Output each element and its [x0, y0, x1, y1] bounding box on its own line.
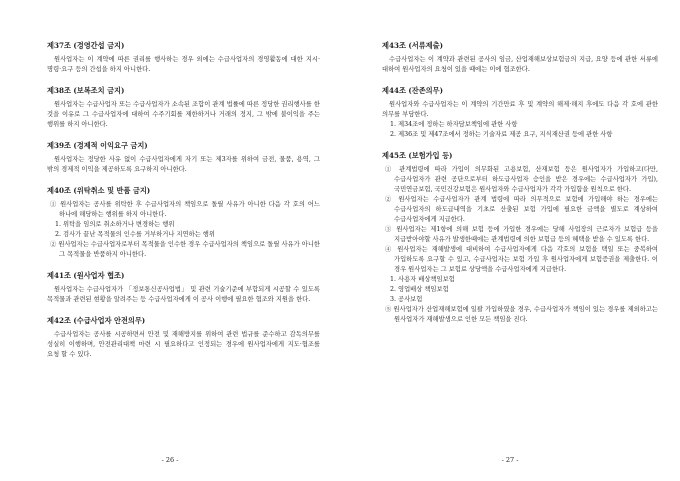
article-clause: ④ 원사업자는 재해발생에 대비하여 수급사업자에게 다음 각호의 보험을 택일 또는 중복하여 가입하도록 요구할 수 있고, 수급사업자는 보험 가입 후 원사업자에게 보험증권을 제출한다. 이 경우 원사업자는 그 보험료 상당액을 수급사업자에게 지급한다. — [385, 246, 658, 273]
article-43 — [382, 41, 658, 75]
article-40 — [47, 186, 320, 260]
article-subitem: 2. 제36조 및 제47조에서 정하는 기술자료 제공 요구, 지식재산권 등에 관한 사항 — [390, 131, 613, 138]
right-page — [340, 0, 680, 481]
article-clause: ⑤ 원사업자가 산업재해보험에 일괄 가입하였을 경우, 수급사업자가 책임이 있는 경우를 제외하고는 원사업자가 재해발생으로 인한 모든 책임을 진다. — [385, 306, 658, 323]
article-title: 제43조 (서류제출) — [382, 41, 443, 50]
article-clause: ① 관계법령에 따라 가입이 의무화된 고용보험, 산재보험 등은 원사업자가 가입하고(다만, 수급사업자가 관련 공단으로부터 하도급사업자 승인을 받은 경우에는 수급사업자가 가입), 국민연금보험, 국민건강보험은 원사업자와 수급사업자가 각각 가입함을 원칙으로 한다. — [385, 166, 658, 193]
article-subitem: 1. 위탁을 임의로 취소하거나 변경하는 행위 — [55, 221, 175, 228]
article-title: 제42조 (수급사업자 안전의무) — [47, 316, 146, 325]
article-title: 제44조 (잔존의무) — [382, 86, 443, 95]
article-clause: ① 원사업자는 공사를 위탁한 후 수급사업자의 책임으로 돌릴 사유가 아니한 다음 각 호의 어느 하나에 해당하는 행위를 하지 아니한다. — [50, 201, 320, 218]
article-clause: ② 원사업자는 수급사업자로부터 목적물을 인수한 경우 수급사업자의 책임으로 돌릴 사유가 아니한 그 목적물을 반품하지 아니한다. — [50, 241, 320, 258]
article-text: 수급사업자는 이 계약과 관련된 공사의 임금, 산업재해보상보험금의 지급, 요양 등에 관한 서류에 대하여 원사업자의 요청이 있을 때에는 이에 협조한다. — [382, 56, 658, 73]
article-38 — [47, 86, 320, 130]
article-39 — [47, 141, 320, 175]
article-title: 제40조 (위탁취소 및 반품 금지) — [47, 186, 151, 195]
article-subitem: 1. 사용자 배상책임보험 — [390, 276, 455, 283]
article-text: 원사업자는 수급사업자 또는 수급사업자가 소속된 조합이 관계 법률에 따른 정당한 권리행사를 한 것을 이유로 그 수급사업자에 대하여 수주기회를 제한하거나 거래의 정지, 그 밖에 불이익을 주는 행위를 하지 아니한다. — [47, 101, 320, 128]
article-title: 제39조 (경제적 이익요구 금지) — [47, 141, 148, 150]
article-text: 원사업자는 정당한 사유 없이 수급사업자에게 자기 또는 제3자를 위하여 금전, 물품, 용역, 그 밖의 경제적 이익을 제공하도록 요구하지 아니한다. — [47, 156, 320, 173]
article-text: 원사업자와 수급사업자는 이 계약의 기간만료 후 및 계약의 해제·해지 후에도 다음 각 호에 관한 의무를 부담한다. — [382, 101, 658, 118]
article-title: 제41조 (원사업자 협조) — [47, 271, 125, 280]
article-subitem: 3. 공사보험 — [390, 296, 423, 303]
article-subitem: 2. 영업배상 책임보험 — [390, 286, 449, 293]
article-text: 원사업자는 이 계약에 따른 권리를 행사하는 경우 외에는 수급사업자의 경영활동에 대한 지시·명령·요구 등의 간섭을 하지 아니한다. — [47, 56, 320, 73]
article-subitem: 1. 제34조에 정하는 하자담보책임에 관한 사항 — [390, 121, 518, 128]
article-title: 제37조 (경영간섭 금지) — [47, 41, 125, 50]
article-title: 제45조 (보험가입 등) — [382, 151, 453, 160]
page-number-right: - 27 - — [501, 456, 519, 464]
page-number-left: - 26 - — [161, 456, 179, 464]
article-37 — [47, 41, 320, 75]
article-clause: ② 원사업자는 수급사업자가 관계 법령에 따라 의무적으로 보험에 가입해야 하는 경우에는 수급사업자의 하도급내역을 기초로 산출된 보험 가입에 필요한 금액을 별도로 계상하여 수급사업자에게 지급한다. — [385, 196, 658, 223]
article-clause: ③ 원사업자는 제1항에 의해 보험 등에 가입한 경우에는 당해 사업장의 근로자가 보험급 등을 지급받아야할 사유가 발생한때에는 관계법령에 의한 보험급 등의 혜택을 받을 수 있도록 한다. — [385, 226, 658, 243]
article-text: 원사업자는 수급사업자가 「정보통신공사업법」 및 관련 기술기준에 부합되게 시공할 수 있도록 목적물과 관련된 현황을 알려주는 등 수급사업자에게 이 공사 이행에 필요한 협조와 지원을 한다. — [47, 286, 320, 303]
article-42 — [47, 316, 320, 360]
article-45 — [382, 151, 658, 325]
article-text: 수급사업자는 공사를 시공하면서 안전 및 재해방지를 위하여 관련 법규를 준수하고 감독의무를 성실히 이행하며, 안전관리대책 마련 시 필요하다고 인정되는 경우에 원사업자에게 지도·협조를 요청 할 수 있다. — [47, 331, 320, 358]
article-title: 제38조 (보복조치 금지) — [47, 86, 125, 95]
article-subitem: 2. 검사가 끝난 목적물의 인수를 거부하거나 지연하는 행위 — [55, 231, 215, 238]
article-44 — [382, 86, 658, 140]
article-41 — [47, 271, 320, 305]
